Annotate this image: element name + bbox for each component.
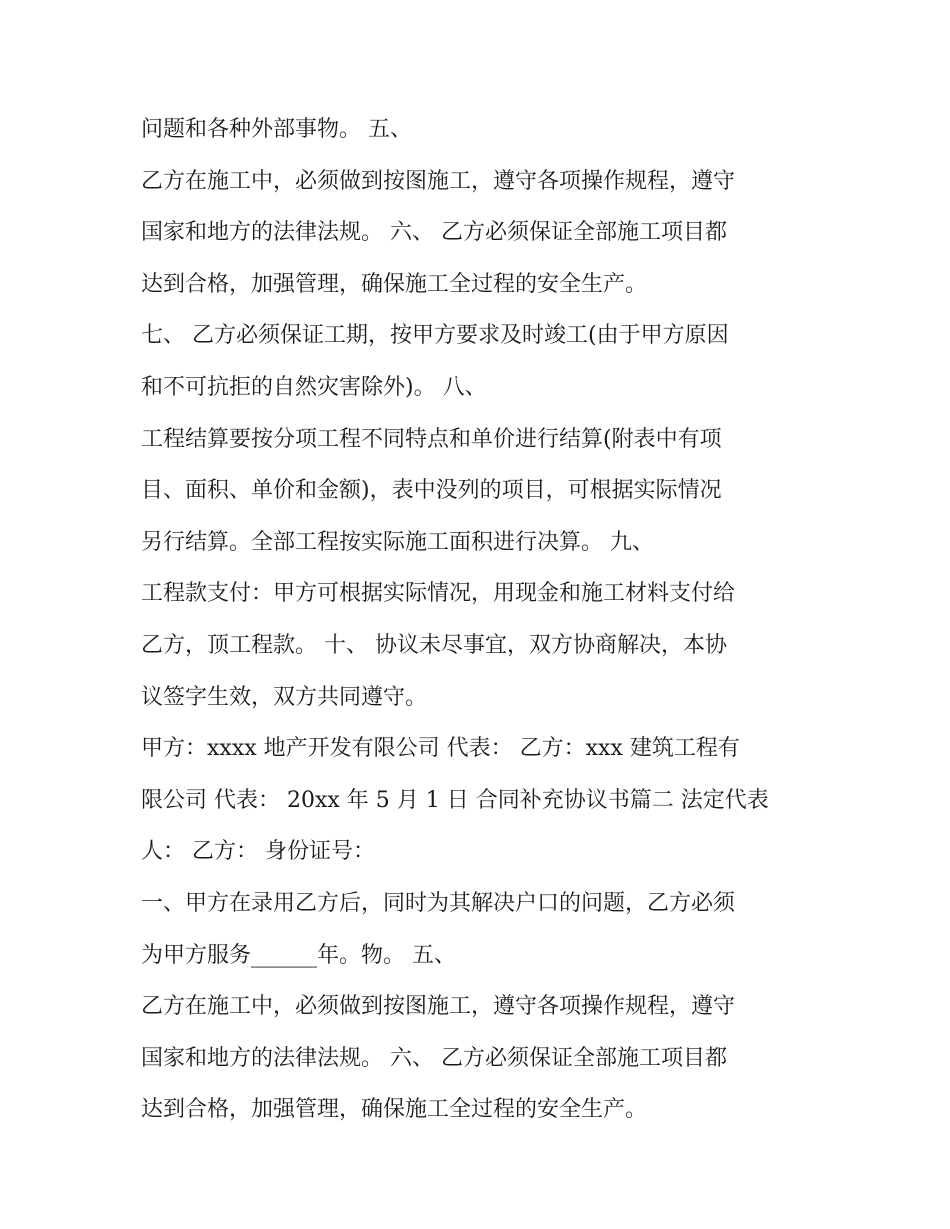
text-line: 工程款支付：甲方可根据实际情况，用现金和施工材料支付给 (141, 581, 736, 607)
text-line: 甲方：xxxx 地产开发有限公司 代表： 乙方：xxx 建筑工程有 (141, 736, 740, 762)
text-line: 为甲方服务______年。物。 五、 (141, 942, 456, 968)
text-line: 另行结算。全部工程按实际施工面积进行决算。 九、 (141, 529, 654, 555)
text-line: 达到合格，加强管理，确保施工全过程的安全生产。 (141, 271, 648, 297)
text-line: 乙方在施工中，必须做到按图施工，遵守各项操作规程，遵守 (141, 168, 736, 194)
text-line: 国家和地方的法律法规。 六、 乙方必须保证全部施工项目都 (141, 220, 727, 246)
text-line: 乙方在施工中，必须做到按图施工，遵守各项操作规程，遵守 (141, 994, 736, 1020)
text-line: 目、面积、单价和金额)，表中没列的项目，可根据实际情况 (141, 478, 722, 504)
text-line: 和不可抗拒的自然灾害除外)。 八、 (141, 374, 487, 400)
text-line: 国家和地方的法律法规。 六、 乙方必须保证全部施工项目都 (141, 1045, 727, 1071)
text-line: 乙方，顶工程款。 十、 协议未尽事宜，双方协商解决，本协 (141, 632, 727, 658)
document-body (141, 104, 821, 1136)
text-line: 达到合格，加强管理，确保施工全过程的安全生产。 (141, 1097, 648, 1123)
text-line: 人： 乙方： 身份证号： (141, 839, 375, 865)
text-line: 一、甲方在录用乙方后，同时为其解决户口的问题，乙方必须 (141, 890, 736, 916)
text-line: 限公司 代表： 20xx 年 5 月 1 日 合同补充协议书篇二 法定代表 (141, 787, 769, 813)
text-line: 工程结算要按分项工程不同特点和单价进行结算(附表中有项 (141, 426, 722, 452)
text-line: 问题和各种外部事物。 五、 (141, 117, 412, 142)
text-line: 七、 乙方必须保证工期，按甲方要求及时竣工(由于甲方原因 (141, 323, 729, 349)
text-line: 议签字生效，双方共同遵守。 (141, 684, 428, 710)
